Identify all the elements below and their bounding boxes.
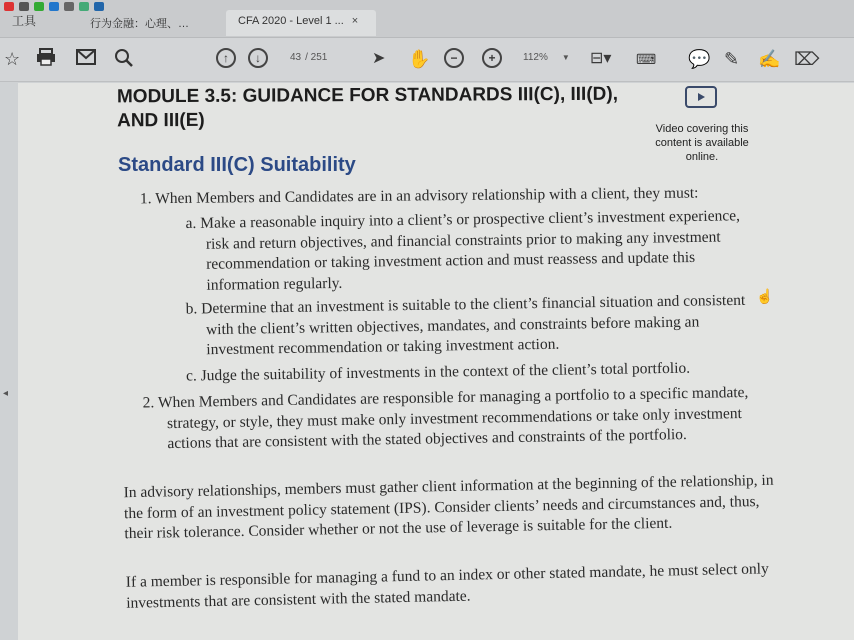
- select-cursor-icon[interactable]: ➤: [372, 50, 386, 67]
- collapse-panel-icon[interactable]: ◂: [3, 388, 9, 399]
- chevron-down-icon: ▼: [561, 53, 570, 62]
- tab-label: 行为金融：心理、…: [90, 18, 189, 30]
- app-icon[interactable]: [4, 2, 14, 11]
- hand-tool-icon[interactable]: ✋: [408, 49, 431, 69]
- list-item-text: Make a reasonable inquiry into a client’s or prospective client’s investment experience, risk and return objectives, and financial constraints prior to making any investment recommendation or taking investment action and must reassess and update this information regularly.: [200, 207, 741, 294]
- list-item-text: Determine that an investment is suitable to the client’s financial situation and consistent with the client’s written objectives, mandates, and constraints before making an investment recommendation or taking investment action.: [201, 291, 746, 359]
- list-item-text: When Members and Candidates are responsible for managing a portfolio to a specific mandate, strategy, or style, they must make only investment recommendations or take only investment actions that are consistent with the stated objectives and constraints of the portfolio.: [157, 383, 749, 453]
- list-item: [185, 206, 766, 296]
- app-icon[interactable]: [49, 2, 59, 11]
- pen-icon[interactable]: ✎: [724, 49, 740, 69]
- comment-icon[interactable]: 💬: [688, 49, 711, 69]
- keyboard-icon[interactable]: ⌨: [636, 51, 657, 67]
- search-icon[interactable]: [114, 48, 134, 70]
- app-icon[interactable]: [64, 2, 74, 11]
- current-page[interactable]: 43: [290, 52, 302, 63]
- tools-tab[interactable]: 工具: [12, 14, 37, 28]
- list-marker: b.: [185, 300, 198, 318]
- body-paragraph: In advisory relationships, members must gather client information at the beginning of the relationship, in the form of an investment policy statement (IPS). Consider clients’ needs and circumstances and, thus, their risk tolerance. Consider whether or not the use of leverage is suitable for the client.: [123, 471, 774, 543]
- previous-page-icon[interactable]: ↑: [216, 48, 236, 68]
- list-marker: 1.: [139, 190, 152, 208]
- list-marker: 2.: [142, 394, 155, 412]
- zoom-select[interactable]: [523, 52, 570, 63]
- video-note: Video covering this content is available online.: [655, 123, 749, 163]
- tab-strip: [0, 0, 854, 38]
- module-title: MODULE 3.5: GUIDANCE FOR STANDARDS III(C), III(D), AND III(E): [116, 83, 619, 132]
- close-tab-icon[interactable]: ×: [351, 15, 359, 27]
- sign-icon[interactable]: ✍: [758, 49, 781, 69]
- fit-page-icon[interactable]: ⊟▾: [590, 50, 612, 67]
- standard-heading: Standard III(C) Suitability: [118, 154, 356, 176]
- tab-cfa-2020[interactable]: [226, 10, 376, 36]
- page-indicator[interactable]: [290, 52, 331, 63]
- list-item: [186, 290, 767, 361]
- pdf-toolbar: [0, 38, 854, 82]
- total-pages: / 251: [305, 52, 328, 63]
- print-icon[interactable]: [36, 48, 56, 70]
- tab-label: CFA 2020 - Level 1 ...: [238, 15, 344, 27]
- list-marker: c.: [185, 367, 197, 385]
- list-item-text: Judge the suitability of investments in the context of the client’s total portfolio.: [200, 359, 691, 385]
- next-page-icon[interactable]: ↓: [248, 48, 268, 68]
- zoom-in-icon[interactable]: +: [482, 48, 502, 68]
- tab-behavioral-finance[interactable]: [78, 10, 220, 36]
- zoom-value: 112%: [523, 52, 548, 63]
- app-icon[interactable]: [34, 2, 44, 11]
- mail-icon[interactable]: [76, 48, 96, 70]
- app-icon[interactable]: [19, 2, 29, 11]
- stamp-icon[interactable]: ⌦: [794, 49, 820, 69]
- list-item: [143, 383, 774, 455]
- video-play-button[interactable]: [685, 86, 717, 108]
- hand-cursor-icon: ☝: [756, 288, 774, 304]
- body-paragraph: If a member is responsible for managing a fund to an index or other stated mandate, he must select only investments that are consistent with the stated mandate.: [125, 560, 769, 612]
- list-marker: a.: [185, 214, 197, 233]
- zoom-out-icon[interactable]: −: [444, 48, 464, 68]
- bookmark-star-icon[interactable]: ☆: [4, 49, 21, 69]
- list-item-text: When Members and Candidates are in an advisory relationship with a client, they must:: [155, 184, 699, 208]
